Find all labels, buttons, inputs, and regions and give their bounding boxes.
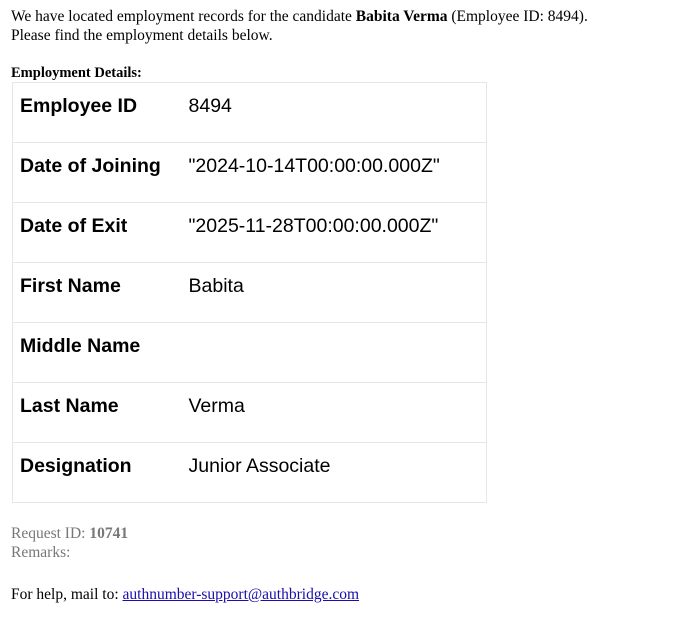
- table-row: [13, 443, 487, 503]
- designation-value: Junior Associate: [188, 455, 331, 477]
- request-id-label: Request ID:: [11, 525, 90, 542]
- date-of-exit-label: Date of Exit: [13, 203, 189, 263]
- last-name-value: Verma: [189, 383, 487, 443]
- candidate-name: Babita Verma: [355, 8, 448, 25]
- request-id-value: 10741: [89, 525, 129, 542]
- table-row: [13, 143, 487, 203]
- help-prefix: For help, mail to:: [11, 586, 123, 603]
- support-email-link[interactable]: authnumber-support@authbridge.com: [122, 586, 360, 603]
- middle-name-label: Middle Name: [13, 323, 189, 383]
- table-row: [13, 83, 487, 143]
- intro-line-2: Please find the employment details below.: [11, 27, 273, 44]
- middle-name-value: [189, 323, 487, 383]
- table-row: [13, 323, 487, 383]
- remarks-label: Remarks:: [11, 544, 71, 561]
- table-row: [13, 263, 487, 323]
- employee-id-value: 8494: [189, 83, 487, 143]
- date-of-joining-label: Date of Joining: [13, 143, 189, 203]
- request-meta: [11, 524, 128, 562]
- last-name-label: Last Name: [13, 383, 189, 443]
- designation-label: Designation: [20, 455, 132, 477]
- intro-prefix: We have located employment records for the candidate: [11, 8, 356, 25]
- first-name-label: First Name: [13, 263, 189, 323]
- intro-paragraph: [11, 7, 676, 45]
- date-of-exit-value: "2025-11-28T00:00:00.000Z": [189, 203, 487, 263]
- table-row: [13, 383, 487, 443]
- intro-employee-id: (Employee ID: 8494).: [447, 8, 588, 25]
- section-title: Employment Details:: [11, 65, 142, 81]
- first-name-value: Babita: [189, 263, 487, 323]
- employee-id-label: Employee ID: [13, 83, 189, 143]
- table-row: [13, 203, 487, 263]
- help-line: [11, 585, 359, 604]
- date-of-joining-value: "2024-10-14T00:00:00.000Z": [189, 143, 487, 203]
- employment-details-table: [12, 82, 487, 503]
